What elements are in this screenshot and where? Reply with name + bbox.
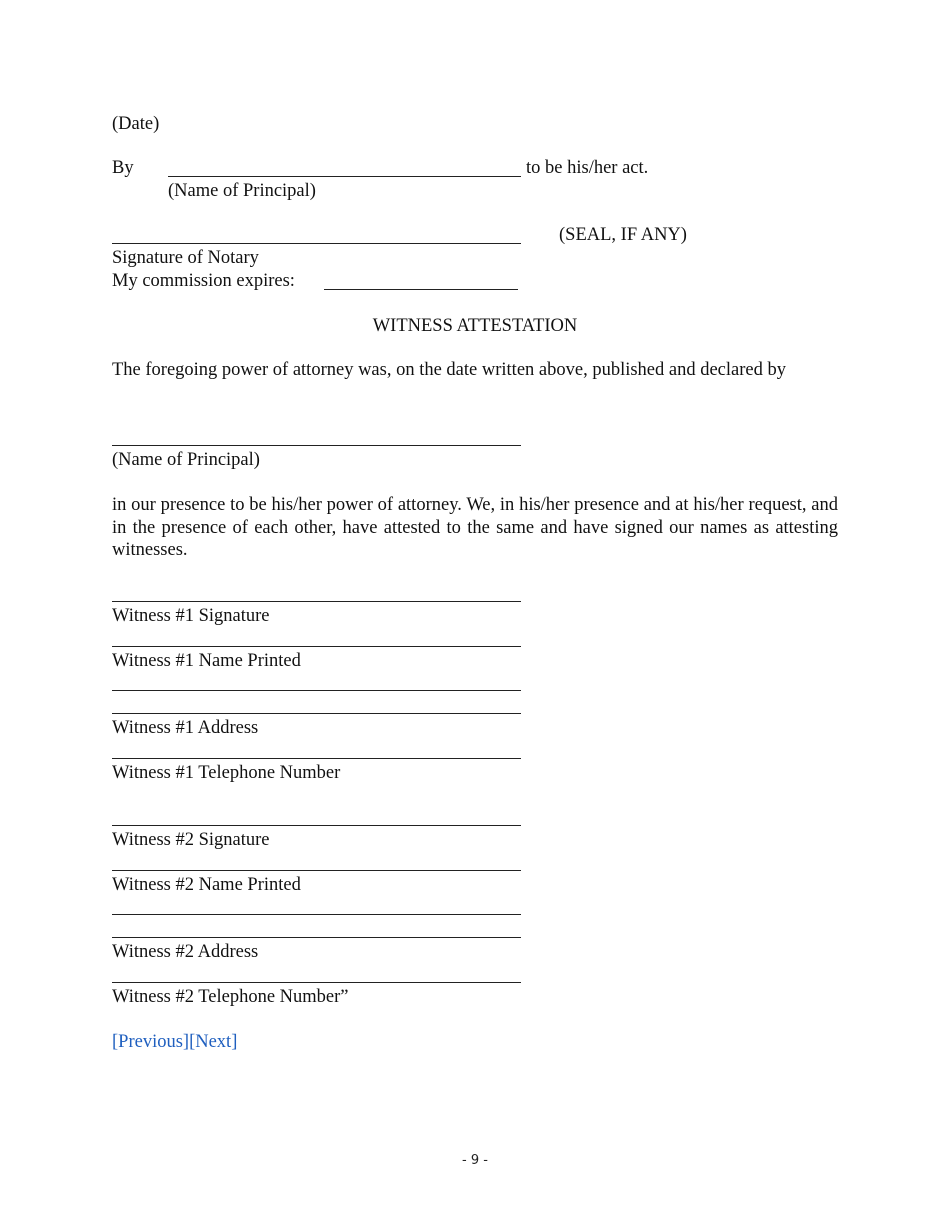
witness2-signature-label: Witness #2 Signature — [112, 830, 270, 850]
witness2-signature-line[interactable] — [112, 825, 521, 826]
witness2-address-label: Witness #2 Address — [112, 942, 259, 962]
witness1-address-line-2[interactable] — [112, 713, 521, 714]
act-text: to be his/her act. — [526, 158, 649, 178]
commission-expiry-line[interactable] — [324, 289, 518, 290]
witness-presence-paragraph: in our presence to be his/her power of attorney. We, in his/her presence and at his/her request, and in the presence of each other, have attested to the same and have signed our names as attesting witnesses. — [112, 495, 838, 560]
witness-principal-name-line[interactable] — [112, 445, 521, 446]
witness1-phone-label: Witness #1 Telephone Number — [112, 763, 341, 783]
nav-links — [112, 1031, 237, 1053]
witness1-address-label: Witness #1 Address — [112, 718, 259, 738]
witness2-address-line-1[interactable] — [112, 914, 521, 915]
principal-name-line[interactable] — [168, 176, 521, 177]
witness1-name-line[interactable] — [112, 646, 521, 647]
page-number: - 9 - — [462, 1153, 488, 1168]
seal-label: (SEAL, IF ANY) — [559, 225, 687, 245]
witness2-name-line[interactable] — [112, 870, 521, 871]
witness-intro-paragraph: The foregoing power of attorney was, on the date written above, published and declared by — [112, 360, 786, 380]
witness1-name-label: Witness #1 Name Printed — [112, 651, 301, 671]
previous-link[interactable]: [Previous] — [112, 1032, 190, 1052]
notary-signature-label: Signature of Notary — [112, 248, 259, 268]
witness2-name-label: Witness #2 Name Printed — [112, 875, 301, 895]
witness1-signature-line[interactable] — [112, 601, 521, 602]
by-label: By — [112, 158, 134, 178]
witness1-signature-label: Witness #1 Signature — [112, 606, 270, 626]
commission-label: My commission expires: — [112, 271, 295, 291]
witness1-address-line-1[interactable] — [112, 690, 521, 691]
witness-attestation-heading: WITNESS ATTESTATION — [372, 316, 578, 336]
witness1-phone-line[interactable] — [112, 758, 521, 759]
next-link[interactable]: [Next] — [189, 1032, 238, 1052]
witness2-phone-label: Witness #2 Telephone Number” — [112, 987, 349, 1007]
notary-signature-line[interactable] — [112, 243, 521, 244]
witness2-phone-line[interactable] — [112, 982, 521, 983]
witness-principal-caption: (Name of Principal) — [112, 450, 260, 470]
date-label: (Date) — [112, 114, 160, 134]
witness2-address-line-2[interactable] — [112, 937, 521, 938]
principal-caption: (Name of Principal) — [168, 181, 316, 201]
